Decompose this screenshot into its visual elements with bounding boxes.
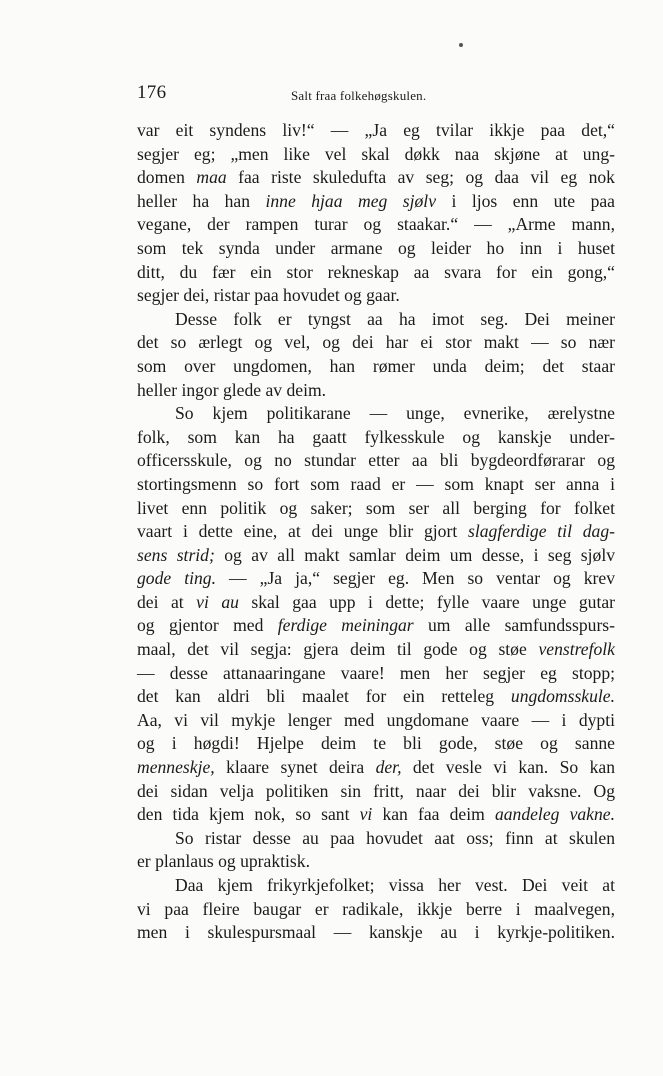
text-line: [137, 614, 615, 638]
text-span: officersskule, og no stundar etter aa bli bygdeordførarar og: [137, 450, 615, 471]
text-line: [137, 166, 615, 190]
text-span: skal gaa upp i dette; fylle vaare unge gutar: [238, 591, 616, 612]
text-span: heller ha han: [137, 190, 266, 211]
text-line: [137, 638, 615, 662]
text-line: [137, 473, 615, 497]
text-line: [137, 355, 615, 379]
text-line: [137, 827, 615, 851]
text-line: [137, 803, 615, 827]
body-text: [137, 119, 615, 945]
text-span: segjer eg; „men like vel skal døkk naa skjøne at ung-: [137, 143, 615, 164]
text-line: [137, 379, 615, 403]
italic-text: ferdige meiningar: [277, 615, 414, 636]
text-span: — desse attanaaringane vaare! men her segjer eg stopp;: [137, 662, 615, 683]
text-span: vegane, der rampen turar og staakar.“ — „Arme mann,: [137, 214, 615, 235]
italic-text: slagferdige til dag-: [468, 521, 615, 542]
text-span: er planlaus og upraktisk.: [137, 851, 310, 872]
text-span: som tek synda under armane og leider ho inn i huset: [137, 237, 615, 258]
text-span: det vesle vi kan. So kan: [401, 757, 615, 778]
text-line: [137, 143, 615, 167]
text-line: [137, 921, 615, 945]
text-span: folk, som kan ha gaatt fylkesskule og kanskje under-: [137, 426, 615, 447]
page-header: [137, 82, 617, 112]
text-line: [137, 213, 615, 237]
page-number: 176: [137, 82, 167, 103]
text-line: [137, 119, 615, 143]
text-span: den tida kjem nok, so sant: [137, 804, 360, 825]
text-span: men i skulespursmaal — kanskje au i kyrkje-politiken.: [137, 922, 615, 943]
text-span: vaart i dette eine, at dei unge blir gjort: [137, 521, 468, 542]
italic-text: ungdomsskule.: [510, 686, 615, 707]
text-span: Daa kjem frikyrkjefolket; vissa her vest. Dei veit at: [175, 875, 615, 895]
text-span: var eit syndens liv!“ — „Ja eg tvilar ikkje paa det,“: [137, 120, 615, 140]
text-span: og gjentor med: [137, 615, 278, 636]
text-span: det so ærlegt og vel, og dei har ei stor makt — so nær: [137, 332, 615, 353]
text-span: So kjem politikarane — unge, evnerike, ærelystne: [175, 403, 615, 424]
text-line: [137, 544, 615, 568]
text-line: [137, 732, 615, 756]
text-line: [137, 780, 615, 804]
text-span: domen: [137, 167, 197, 188]
text-span: som over ungdomen, han rømer unda deim; det staar: [137, 355, 615, 376]
text-line: [137, 449, 615, 473]
italic-text: gode ting.: [137, 568, 216, 589]
text-line: [137, 898, 615, 922]
running-head: Salt fraa folkehøgskulen.: [291, 88, 427, 103]
text-line: [137, 709, 615, 733]
text-line: [137, 756, 615, 780]
page-speck: [459, 43, 463, 47]
text-line: [137, 685, 615, 709]
italic-text: vi: [359, 804, 373, 825]
text-line: [137, 520, 615, 544]
text-line: [137, 591, 615, 615]
text-span: ditt, du fær ein stor rekneskap aa svara for ein gong,“: [137, 261, 615, 282]
italic-text: menneskje,: [137, 757, 215, 778]
text-span: livet enn politik og saker; som ser all berging for folket: [137, 497, 615, 518]
text-span: klaare synet deira: [214, 757, 376, 778]
text-span: og av all makt samlar deim um desse, i seg sjølv: [214, 544, 615, 565]
text-line: [137, 662, 615, 686]
text-span: Desse folk er tyngst aa ha imot seg. Dei meiner: [175, 308, 615, 329]
italic-text: der,: [375, 757, 402, 778]
text-span: vi paa fleire baugar er radikale, ikkje berre i maalvegen,: [137, 898, 615, 919]
italic-text: inne hjaa meg sjølv: [265, 190, 437, 211]
text-span: kan faa deim: [372, 804, 495, 825]
text-span: segjer dei, ristar paa hovudet og gaar.: [137, 285, 400, 306]
text-line: [137, 874, 615, 898]
text-span: i ljos enn ute paa: [436, 190, 615, 211]
text-span: faa riste skuledufta av seg; og daa vil eg nok: [226, 167, 615, 188]
text-line: [137, 190, 615, 214]
text-span: dei at: [137, 591, 197, 612]
text-span: So ristar desse au paa hovudet aat oss; finn at skulen: [175, 827, 615, 848]
text-line: [137, 497, 615, 521]
italic-text: venstrefolk: [538, 639, 615, 660]
text-line: [137, 331, 615, 355]
italic-text: aandeleg vakne.: [494, 804, 615, 825]
text-span: det kan aldri bli maalet for ein retteleg: [137, 686, 511, 707]
italic-text: sens strid;: [137, 544, 215, 565]
text-span: Aa, vi vil mykje lenger med ungdomane vaare — i dypti: [137, 709, 615, 730]
text-span: maal, det vil segja: gjera deim til gode og støe: [137, 639, 539, 660]
text-line: [137, 426, 615, 450]
text-line: [137, 261, 615, 285]
text-line: [137, 237, 615, 261]
text-span: um alle samfundsspurs-: [413, 615, 616, 636]
text-line: [137, 284, 615, 308]
text-line: [137, 308, 615, 332]
text-span: — „Ja ja,“ segjer eg. Men so ventar og krev: [216, 568, 615, 589]
text-span: heller ingor glede av deim.: [137, 379, 327, 400]
text-line: [137, 402, 615, 426]
italic-text: maa: [196, 167, 227, 188]
text-span: og i høgdi! Hjelpe deim te bli gode, støe og sanne: [137, 733, 615, 754]
text-line: [137, 567, 615, 591]
text-span: stortingsmenn so fort som raad er — som knapt ser anna i: [137, 473, 615, 494]
text-span: dei sidan velja politiken sin fritt, naar dei blir vaksne. Og: [137, 780, 615, 801]
text-line: [137, 850, 615, 874]
italic-text: vi au: [196, 591, 239, 612]
